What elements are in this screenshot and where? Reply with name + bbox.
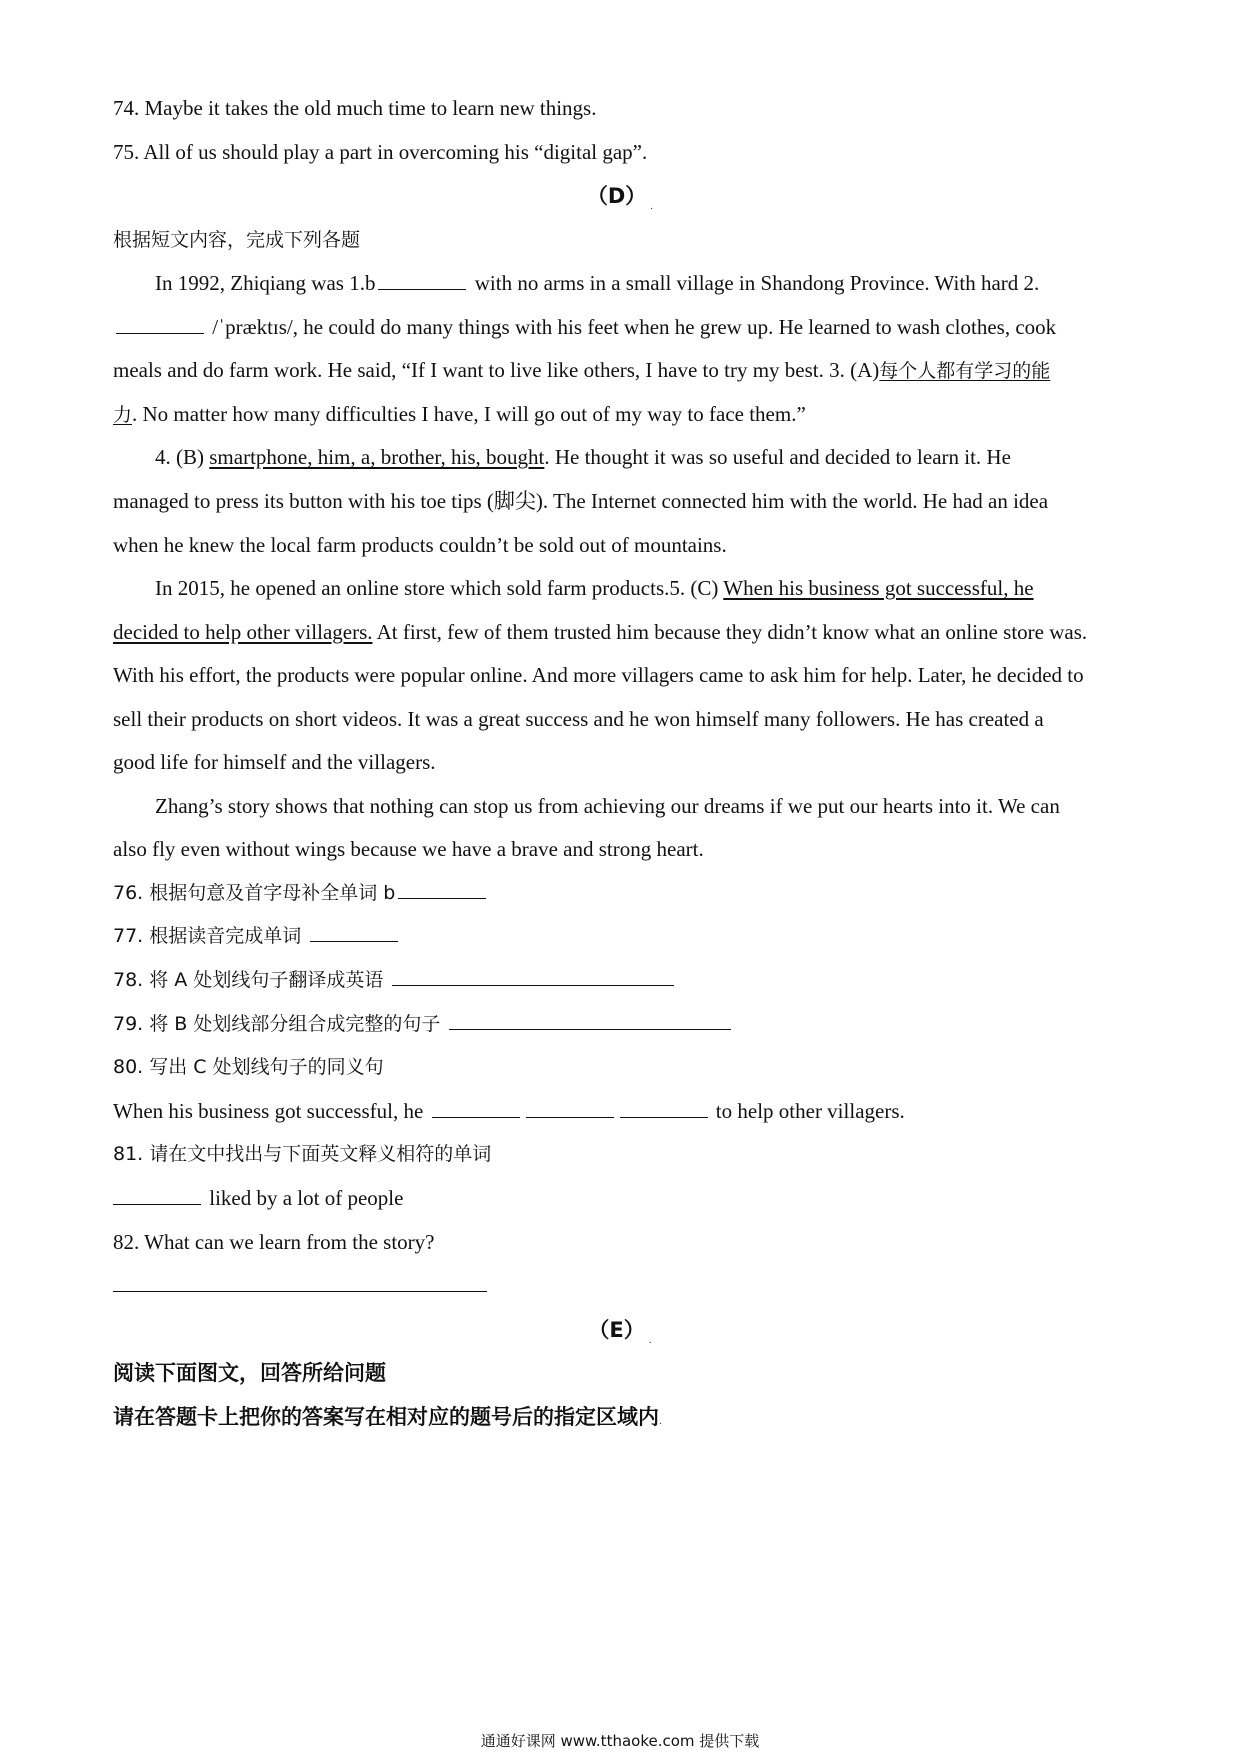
underlined-sentence-a: 每个人都有学习的能 (879, 360, 1051, 382)
question-82 (113, 1228, 1130, 1256)
passage-text: with no arms in a small village in Shandong Province. With hard 2. (469, 271, 1040, 295)
passage-line-1 (155, 269, 1130, 297)
passage-line-2 (113, 313, 1130, 341)
passage-line-9 (113, 618, 1130, 646)
section-e-label: （E） (588, 1318, 645, 1342)
section-mark-icon: . (659, 1417, 662, 1427)
question-81 (113, 1140, 1130, 1168)
question-80-sentence-end: to help other villagers. (710, 1099, 905, 1123)
section-d-heading (0, 182, 1240, 221)
passage-text: . No matter how many difficulties I have, I will go out of my way to face them.” (132, 402, 806, 426)
passage-text: managed to press its button with his toe tips (脚尖). The Internet connected him with the world. He had an idea (113, 489, 1049, 513)
answer-80-blank-3[interactable] (620, 1116, 708, 1118)
passage-text: 4. (B) (155, 445, 210, 469)
passage-text: . He thought it was so useful and decided to learn it. He (544, 445, 1011, 469)
question-75 (113, 138, 1130, 166)
passage-text: In 1992, Zhiqiang was 1.b (155, 271, 376, 295)
question-80 (113, 1053, 1130, 1081)
question-82-answer (113, 1271, 1130, 1299)
answer-82-blank[interactable] (113, 1290, 487, 1292)
passage-line-14 (113, 835, 1130, 863)
question-76-text: 76. 根据句意及首字母补全单词 b (113, 882, 396, 904)
blank-1[interactable] (378, 288, 466, 290)
question-81-text: 81. 请在文中找出与下面英文释义相符的单词 (113, 1143, 492, 1165)
passage-line-8 (155, 574, 1130, 602)
section-e-instruction-1-text: 阅读下面图文，回答所给问题 (113, 1361, 386, 1385)
passage-text: In 2015, he opened an online store which sold farm products.5. (C) (155, 576, 724, 600)
answer-81-blank[interactable] (113, 1203, 201, 1205)
passage-text: Zhang’s story shows that nothing can stop us from achieving our dreams if we put our hearts into it. We can (155, 794, 1060, 818)
question-80-text: 80. 写出 C 处划线句子的同义句 (113, 1056, 384, 1078)
passage-text: good life for himself and the villagers. (113, 750, 436, 774)
passage-line-6 (113, 487, 1130, 515)
underlined-sentence-a-end: 力 (113, 404, 133, 426)
question-75-text: 75. All of us should play a part in overcoming his “digital gap”. (113, 140, 648, 164)
section-e-instruction-1 (113, 1359, 1130, 1387)
underlined-phrase-b: smartphone, him, a, brother, his, bought (209, 445, 545, 469)
section-mark-icon: . (648, 1336, 652, 1346)
underlined-sentence-c: When his business got successful, he (723, 576, 1034, 600)
section-e-heading (0, 1316, 1240, 1355)
passage-text: At first, few of them trusted him because they didn’t know what an online store was. (372, 620, 1088, 644)
passage-line-4 (113, 400, 1130, 429)
question-77-text: 77. 根据读音完成单词 (113, 925, 308, 947)
question-74 (113, 94, 1130, 122)
question-80-sentence-start: When his business got successful, he (113, 1099, 429, 1123)
passage-line-13 (155, 792, 1130, 820)
section-d-instruction (113, 226, 1130, 254)
blank-2[interactable] (116, 332, 204, 334)
question-79-text: 79. 将 B 处划线部分组合成完整的句子 (113, 1013, 447, 1035)
passage-text: With his effort, the products were popular online. And more villagers came to ask him for help. Later, he decided to (113, 663, 1084, 687)
passage-text: sell their products on short videos. It was a great success and he won himself many followers. He has created a (113, 707, 1044, 731)
answer-76-blank[interactable] (398, 897, 486, 899)
passage-line-11 (113, 705, 1130, 733)
answer-80-blank-1[interactable] (432, 1116, 520, 1118)
section-mark-icon: . (650, 202, 654, 212)
answer-79-blank[interactable] (449, 1028, 731, 1030)
question-82-text: 82. What can we learn from the story? (113, 1230, 435, 1254)
question-74-text: 74. Maybe it takes the old much time to learn new things. (113, 96, 597, 120)
question-76 (113, 879, 1130, 907)
passage-line-12 (113, 748, 1130, 776)
section-d-label: （D） (586, 184, 647, 208)
passage-text: meals and do farm work. He said, “If I want to live like others, I have to try my best. 3. (A) (113, 358, 880, 382)
page-footer: 通通好课网 www.tthaoke.com 提供下载 (480, 1732, 760, 1750)
question-77 (113, 922, 1130, 950)
question-78 (113, 966, 1130, 994)
question-80-sentence (113, 1097, 1130, 1125)
section-e-instruction-2 (113, 1403, 1130, 1436)
question-78-text: 78. 将 A 处划线句子翻译成英语 (113, 969, 390, 991)
passage-line-5 (155, 443, 1130, 471)
passage-line-3 (113, 356, 1130, 385)
passage-line-10 (113, 661, 1130, 689)
answer-78-blank[interactable] (392, 984, 674, 986)
question-79 (113, 1010, 1130, 1038)
passage-text: also fly even without wings because we have a brave and strong heart. (113, 837, 704, 861)
section-e-instruction-2-text: 请在答题卡上把你的答案写在相对应的题号后的指定区域内 (113, 1405, 659, 1429)
passage-text: when he knew the local farm products couldn’t be sold out of mountains. (113, 533, 727, 557)
underlined-sentence-c-end: decided to help other villagers. (113, 620, 373, 644)
answer-80-blank-2[interactable] (526, 1116, 614, 1118)
passage-text: /ˈpræktɪs/, he could do many things with his feet when he grew up. He learned to wash clothes, cook (207, 315, 1057, 339)
question-81-definition (113, 1184, 1130, 1212)
question-81-definition-text: liked by a lot of people (204, 1186, 404, 1210)
section-d-instruction-text: 根据短文内容，完成下列各题 (113, 229, 361, 251)
answer-77-blank[interactable] (310, 940, 398, 942)
passage-line-7 (113, 531, 1130, 559)
